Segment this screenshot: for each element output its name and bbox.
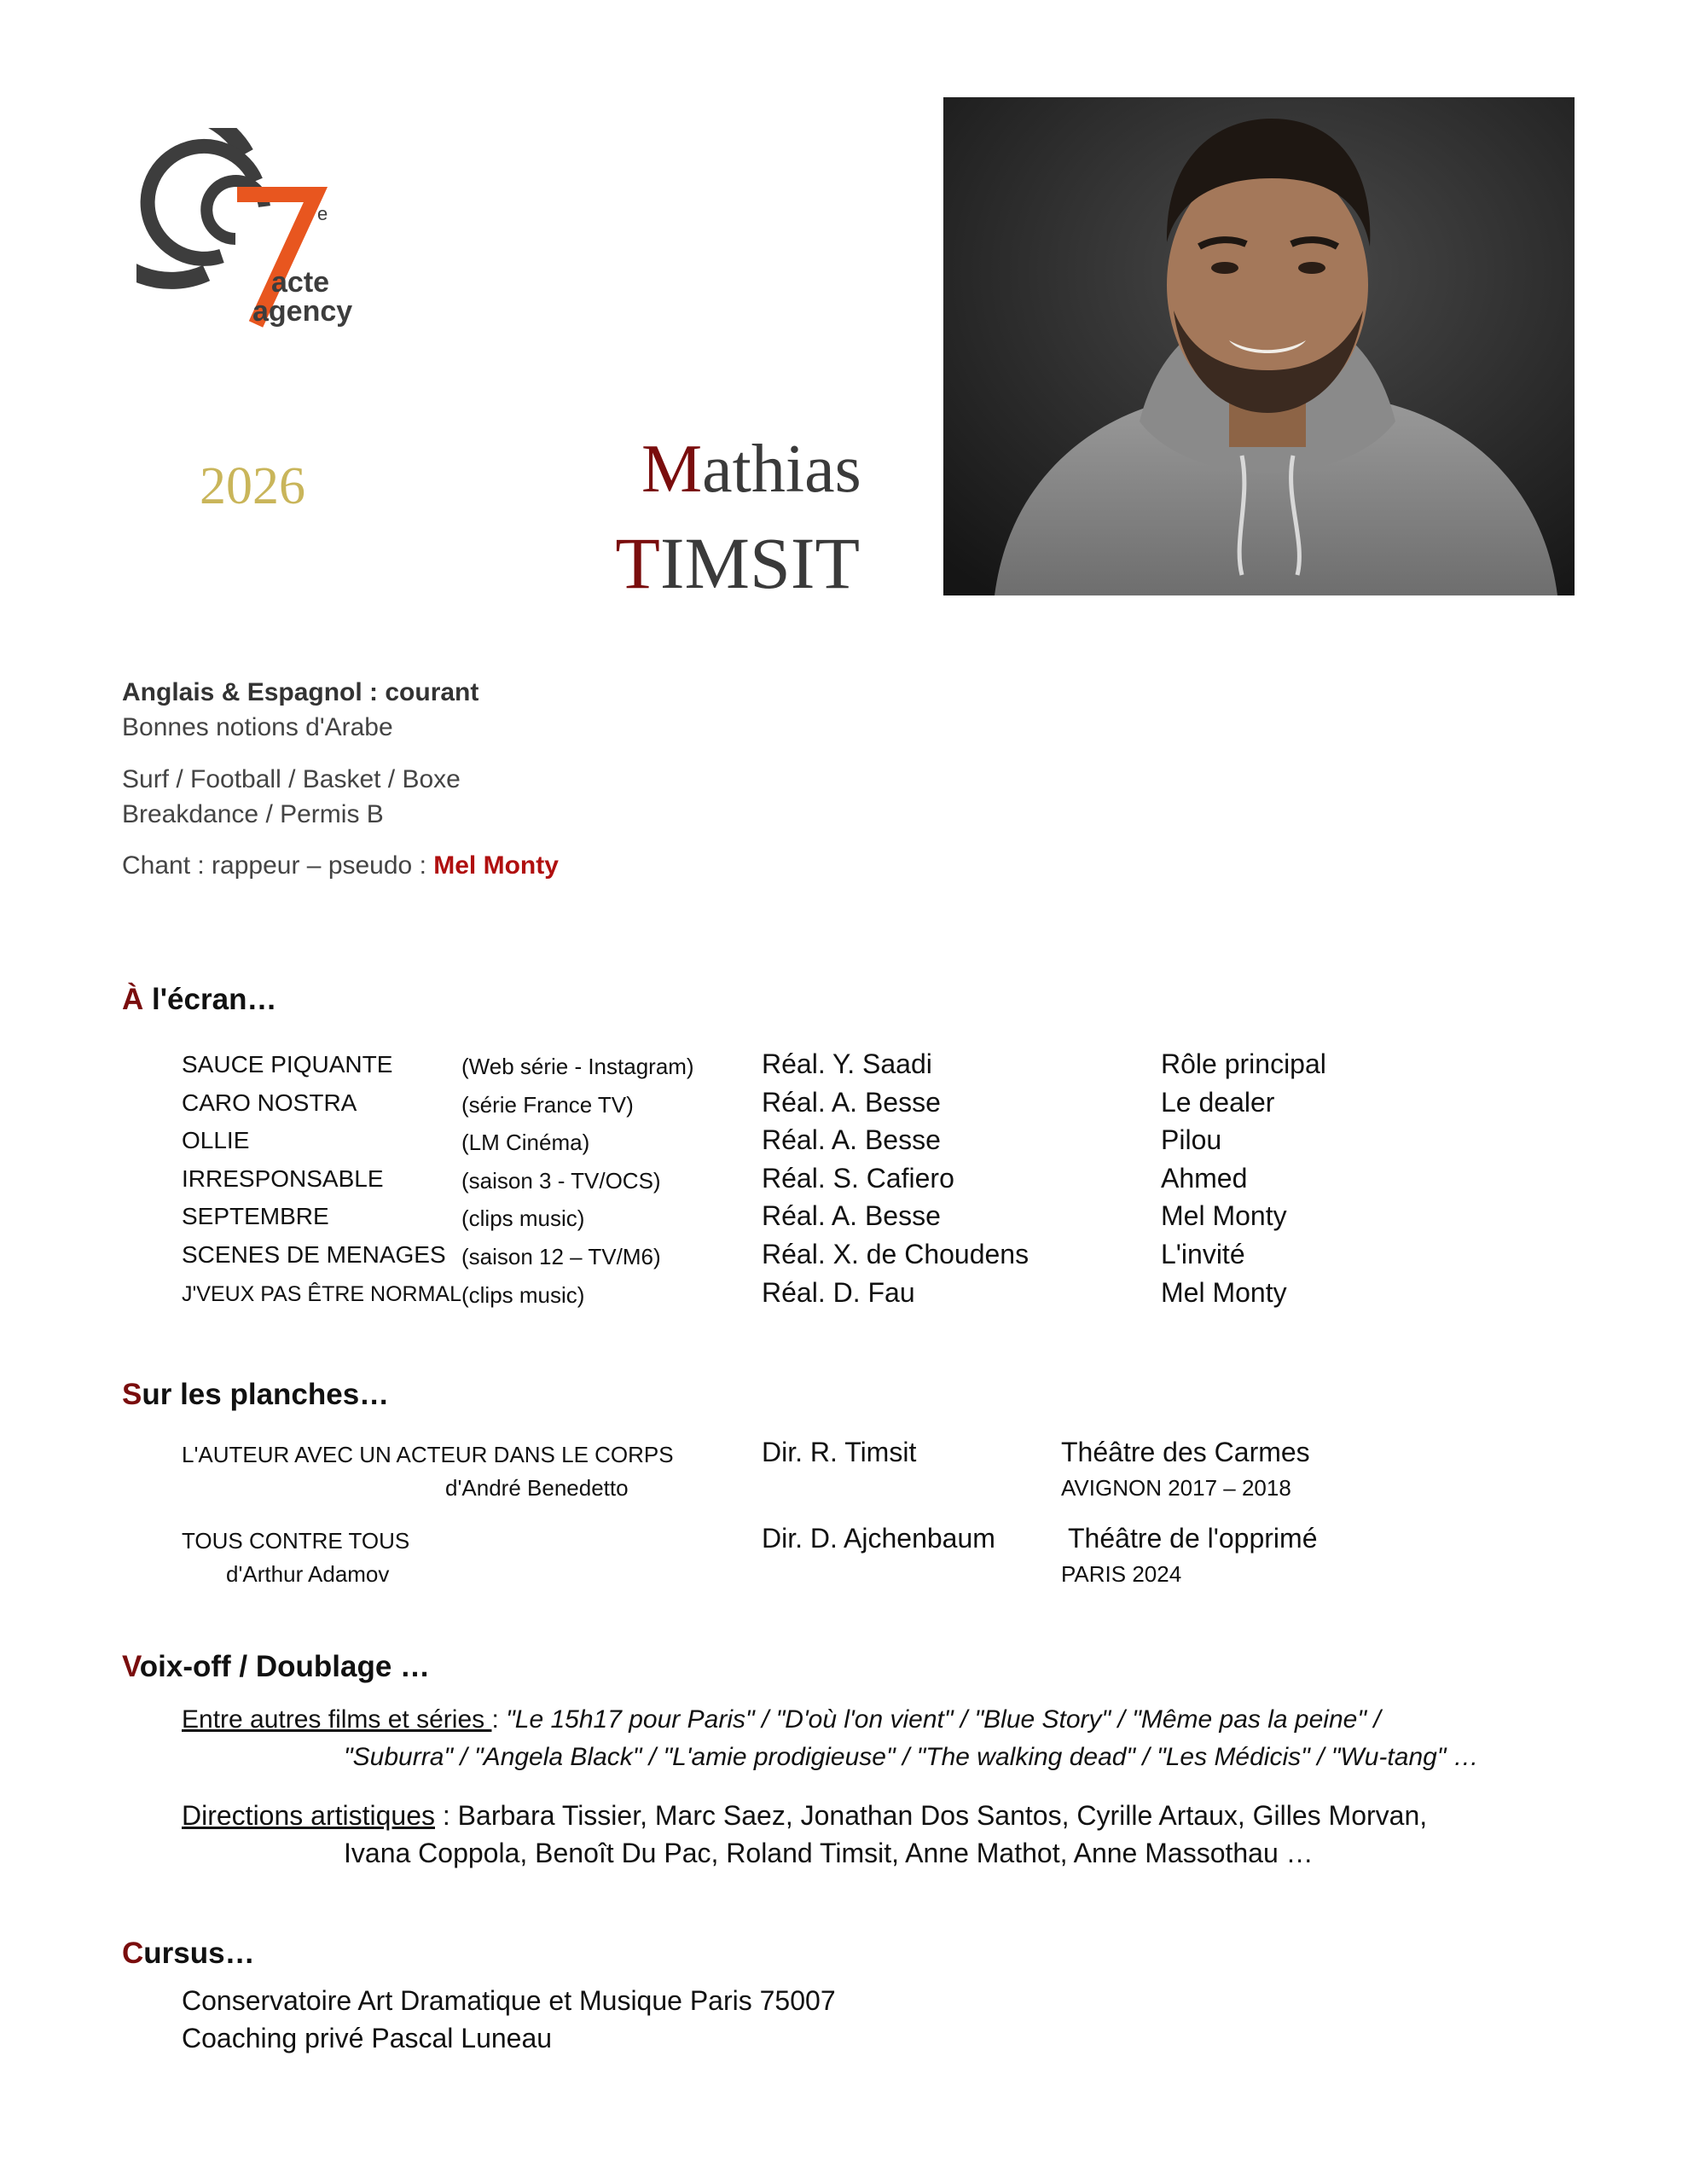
screen-title: IRRESPONSABLE [182, 1165, 384, 1192]
screen-role: Mel Monty [1161, 1200, 1287, 1231]
screen-role: Ahmed [1161, 1163, 1248, 1194]
voice-directions-list-2: Ivana Coppola, Benoît Du Pac, Roland Timsit, Anne Mathot, Anne Massothau … [344, 1838, 1314, 1868]
screen-title: J'VEUX PAS ÊTRE NORMAL [182, 1282, 461, 1306]
first-name [641, 431, 860, 508]
screen-director: Réal. X. de Choudens [762, 1239, 1030, 1269]
screen-row [182, 1124, 1632, 1165]
voice-films-list-2: "Suburra" / "Angela Black" / "L'amie prodigieuse" / "The walking dead" / "Les Médicis" / "Wu-tang" … [344, 1743, 1479, 1771]
voice-directions-line-1 [182, 1800, 1427, 1832]
stage-director: Dir. D. Ajchenbaum [762, 1523, 995, 1554]
voice-heading-text: oix-off / Doublage … [139, 1650, 431, 1683]
screen-role: L'invité [1161, 1239, 1245, 1269]
screen-role: Mel Monty [1161, 1277, 1287, 1308]
screen-type: (saison 3 - TV/OCS) [461, 1168, 661, 1194]
voice-films-colon: : [491, 1705, 507, 1734]
stage-venue: Théâtre des Carmes [1061, 1437, 1310, 1467]
voice-films-line-1 [182, 1705, 1381, 1734]
first-name-initial: M [641, 432, 703, 507]
portrait-photo [943, 97, 1575, 595]
screen-heading-initial: À [122, 983, 144, 1016]
rapper-pseudonym: Mel Monty [433, 851, 559, 880]
screen-title: OLLIE [182, 1127, 250, 1153]
screen-director: Réal. Y. Saadi [762, 1048, 932, 1079]
screen-type: (clips music) [461, 1205, 585, 1231]
arabic-line: Bonnes notions d'Arabe [122, 713, 393, 741]
sports-line-1: Surf / Football / Basket / Boxe [122, 765, 461, 793]
voice-films-label: Entre autres films et séries [182, 1705, 492, 1734]
chant-label: Chant : rappeur – pseudo : [122, 851, 434, 880]
agency-logo [136, 128, 384, 333]
screen-role: Pilou [1161, 1124, 1222, 1155]
cursus-heading-text: ursus… [143, 1937, 255, 1970]
svg-text:e: e [317, 203, 328, 224]
svg-text:agency: agency [252, 295, 353, 328]
screen-type: (saison 12 – TV/M6) [461, 1244, 661, 1269]
screen-type: (Web série - Instagram) [461, 1054, 694, 1079]
sports-line-2: Breakdance / Permis B [122, 800, 384, 828]
voice-heading [122, 1650, 430, 1684]
screen-type: (clips music) [461, 1282, 585, 1308]
screen-row [182, 1165, 1632, 1203]
year-label: 2026 [200, 457, 305, 515]
last-name-initial: T [615, 522, 660, 604]
first-name-rest: athias [702, 432, 861, 507]
stage-author: d'Arthur Adamov [226, 1561, 390, 1587]
stage-venue: Théâtre de l'opprimé [1068, 1523, 1318, 1554]
screen-heading [122, 983, 276, 1017]
screen-title: SEPTEMBRE [182, 1203, 329, 1229]
voice-films-list-1: "Le 15h17 pour Paris" / "D'où l'on vient" / "Blue Story" / "Même pas la peine" / [506, 1705, 1381, 1734]
stage-heading [122, 1378, 389, 1412]
voice-directions-label: Directions artistiques [182, 1800, 435, 1831]
languages-line: Anglais & Espagnol : courant [122, 678, 479, 706]
screen-director: Réal. A. Besse [762, 1124, 941, 1155]
last-name-rest: IMSIT [659, 522, 860, 604]
screen-role: Rôle principal [1161, 1048, 1326, 1079]
voice-directions-list-1: : Barbara Tissier, Marc Saez, Jonathan Dos Santos, Cyrille Artaux, Gilles Morvan, [435, 1800, 1428, 1831]
screen-director: Réal. D. Fau [762, 1277, 915, 1308]
screen-director: Réal. A. Besse [762, 1200, 941, 1231]
screen-row [182, 1048, 1632, 1089]
cursus-line: Coaching privé Pascal Luneau [182, 2023, 553, 2053]
cursus-heading-initial: C [122, 1937, 144, 1970]
screen-row [182, 1089, 1632, 1127]
screen-heading-text: l'écran… [143, 983, 277, 1016]
chant-line [122, 851, 559, 880]
stage-place: AVIGNON 2017 – 2018 [1061, 1475, 1291, 1501]
voice-heading-initial: V [122, 1650, 140, 1683]
stage-place: PARIS 2024 [1061, 1561, 1182, 1587]
stage-director: Dir. R. Timsit [762, 1437, 917, 1467]
screen-row [182, 1277, 1632, 1317]
stage-heading-text: ur les planches… [142, 1378, 390, 1411]
cursus-line: Conservatoire Art Dramatique et Musique Paris 75007 [182, 1985, 836, 2016]
screen-title: SCENES DE MENAGES [182, 1241, 446, 1268]
screen-row [182, 1200, 1632, 1240]
svg-text:acte: acte [271, 266, 330, 299]
screen-row [182, 1241, 1632, 1279]
screen-director: Réal. A. Besse [762, 1087, 941, 1118]
cursus-heading [122, 1937, 255, 1971]
screen-role: Le dealer [1161, 1087, 1275, 1118]
screen-title: SAUCE PIQUANTE [182, 1051, 393, 1077]
last-name [595, 520, 860, 606]
stage-title: L'AUTEUR AVEC UN ACTEUR DANS LE CORPS [182, 1442, 674, 1467]
screen-type: (LM Cinéma) [461, 1130, 590, 1155]
stage-title: TOUS CONTRE TOUS [182, 1528, 410, 1554]
stage-author: d'André Benedetto [445, 1475, 629, 1501]
screen-director: Réal. S. Cafiero [762, 1163, 954, 1194]
screen-title: CARO NOSTRA [182, 1089, 357, 1116]
screen-type: (série France TV) [461, 1092, 634, 1118]
stage-heading-initial: S [122, 1378, 142, 1411]
